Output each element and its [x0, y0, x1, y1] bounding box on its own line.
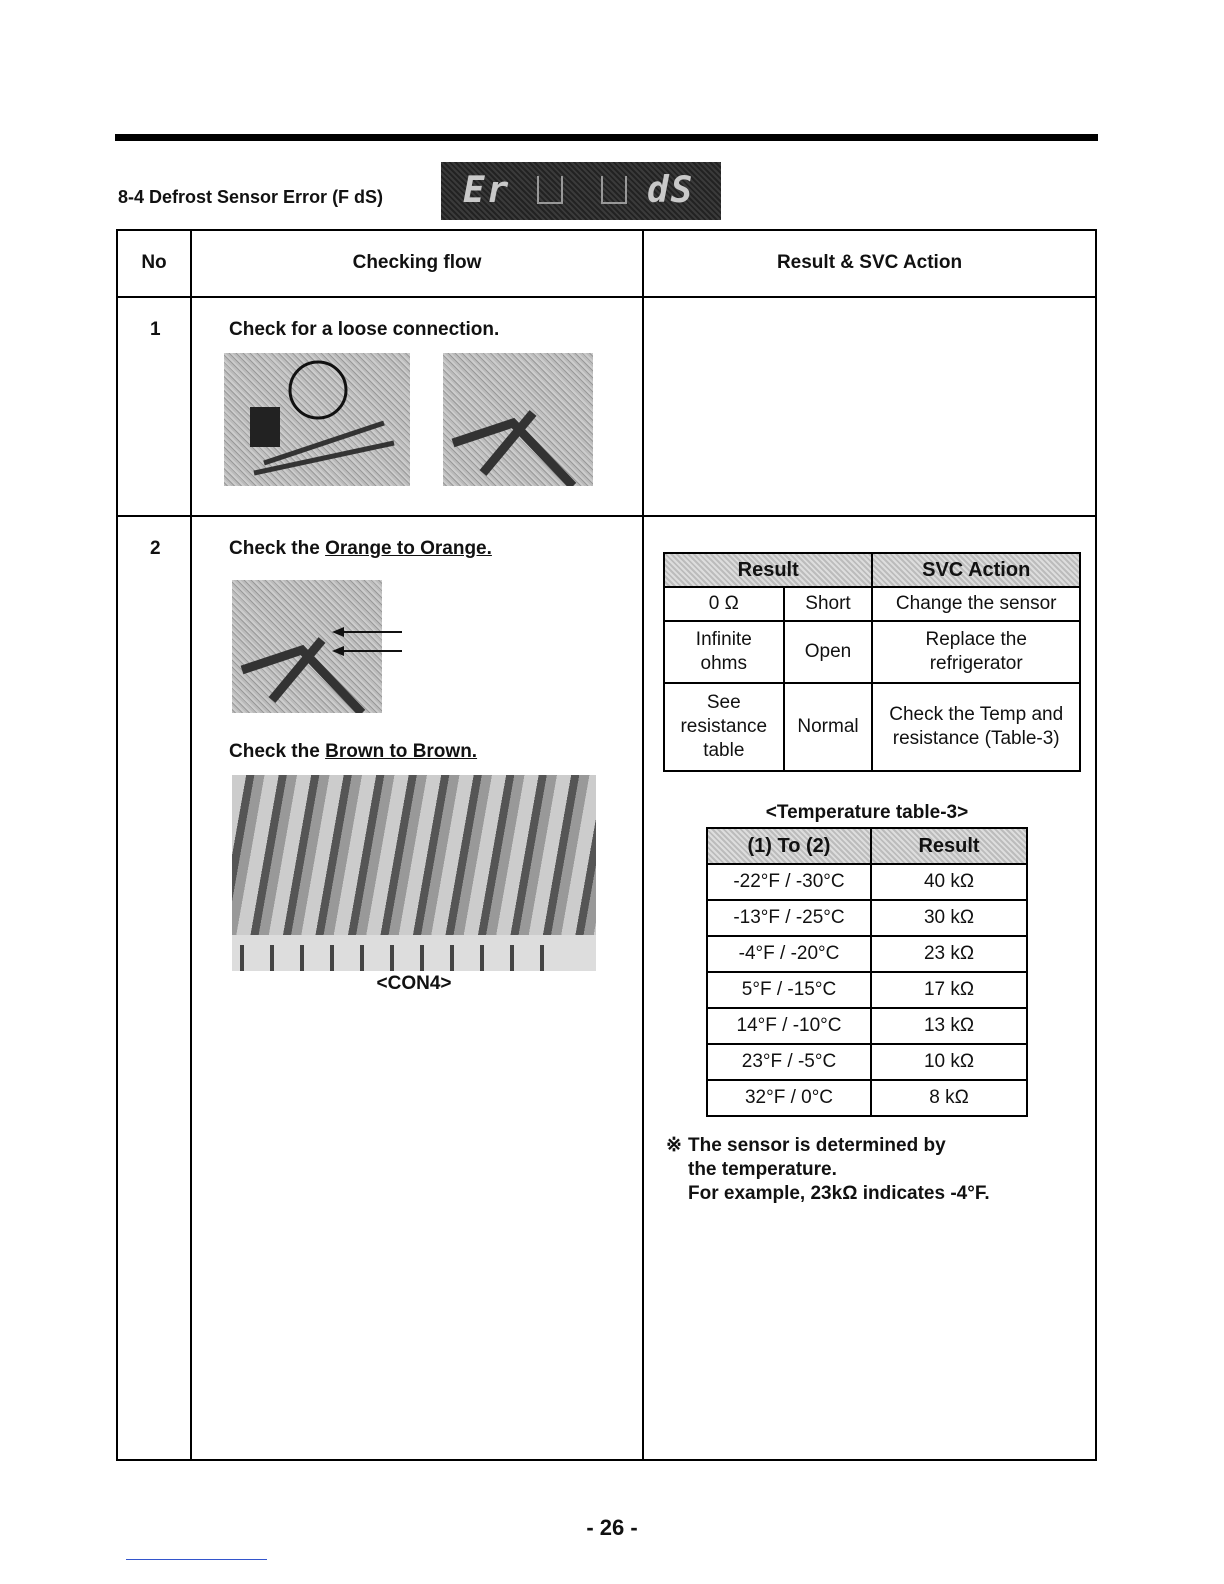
res-cell: 8 kΩ — [871, 1080, 1027, 1116]
step-text: Check for a loose connection. — [229, 319, 500, 340]
step-orange-text: Check the Orange to Orange. — [229, 538, 492, 559]
res-cell: 23 kΩ — [871, 936, 1027, 972]
result-table — [663, 552, 1081, 772]
header-result-action: Result & SVC Action — [776, 252, 963, 273]
temp-cell: 23°F / -5°C — [707, 1044, 871, 1080]
sensor-note: The sensor is determined by the temperature. For example, 23kΩ indicates -4°F. — [688, 1135, 990, 1204]
page-number: - 26 - — [586, 1515, 638, 1540]
temp-cell: -4°F / -20°C — [707, 936, 871, 972]
temp-cell: -13°F / -25°C — [707, 900, 871, 936]
checking-table — [116, 229, 1097, 1461]
res-header: Result — [871, 828, 1027, 864]
res-cell: 30 kΩ — [871, 900, 1027, 936]
footer-link-line — [126, 1559, 267, 1560]
res-cell: 13 kΩ — [871, 1008, 1027, 1044]
state-cell: Open — [784, 621, 873, 683]
temp-cell: 14°F / -10°C — [707, 1008, 871, 1044]
orange-link: Orange to Orange. — [325, 538, 492, 559]
row-number: 1 — [150, 319, 161, 340]
result-header: Result — [664, 553, 872, 587]
state-cell: Normal — [784, 683, 873, 771]
header-no: No — [141, 252, 167, 273]
arrow-icon — [332, 627, 404, 657]
action-cell: Change the sensor — [872, 587, 1080, 621]
result-cell: See resistance table — [664, 683, 784, 771]
brown-link: Brown to Brown. — [325, 741, 478, 762]
svc-action-header: SVC Action — [872, 553, 1080, 587]
temp-cell: 5°F / -15°C — [707, 972, 871, 1008]
temp-cell: -22°F / -30°C — [707, 864, 871, 900]
display-panel-image — [441, 162, 721, 220]
res-cell: 10 kΩ — [871, 1044, 1027, 1080]
action-cell: Check the Temp and resistance (Table-3) — [872, 683, 1080, 771]
temp-cell: 32°F / 0°C — [707, 1080, 871, 1116]
connector-photo-2 — [443, 353, 593, 486]
temperature-table — [706, 827, 1028, 1117]
res-cell: 17 kΩ — [871, 972, 1027, 1008]
temperature-table-title: <Temperature table-3> — [765, 802, 969, 823]
section-title: 8-4 Defrost Sensor Error (F dS) — [118, 187, 384, 207]
con4-caption: <CON4> — [376, 973, 452, 994]
result-cell: Infinite ohms — [664, 621, 784, 683]
step-brown-text: Check the Brown to Brown. — [229, 741, 478, 762]
header-checking-flow: Checking flow — [352, 252, 482, 273]
con4-connector-photo — [232, 775, 596, 971]
result-cell: 0 Ω — [664, 587, 784, 621]
action-cell: Replace the refrigerator — [872, 621, 1080, 683]
res-cell: 40 kΩ — [871, 864, 1027, 900]
state-cell: Short — [784, 587, 873, 621]
note-symbol: ※ — [666, 1135, 682, 1156]
connector-photo-1 — [224, 353, 410, 486]
display-code-right: dS — [647, 170, 695, 211]
cup-icon — [537, 176, 563, 204]
display-code-left: Er — [463, 170, 511, 211]
temp-header: (1) To (2) — [707, 828, 871, 864]
row-number: 2 — [150, 538, 161, 559]
top-rule — [115, 134, 1098, 141]
cup-icon — [601, 176, 627, 204]
